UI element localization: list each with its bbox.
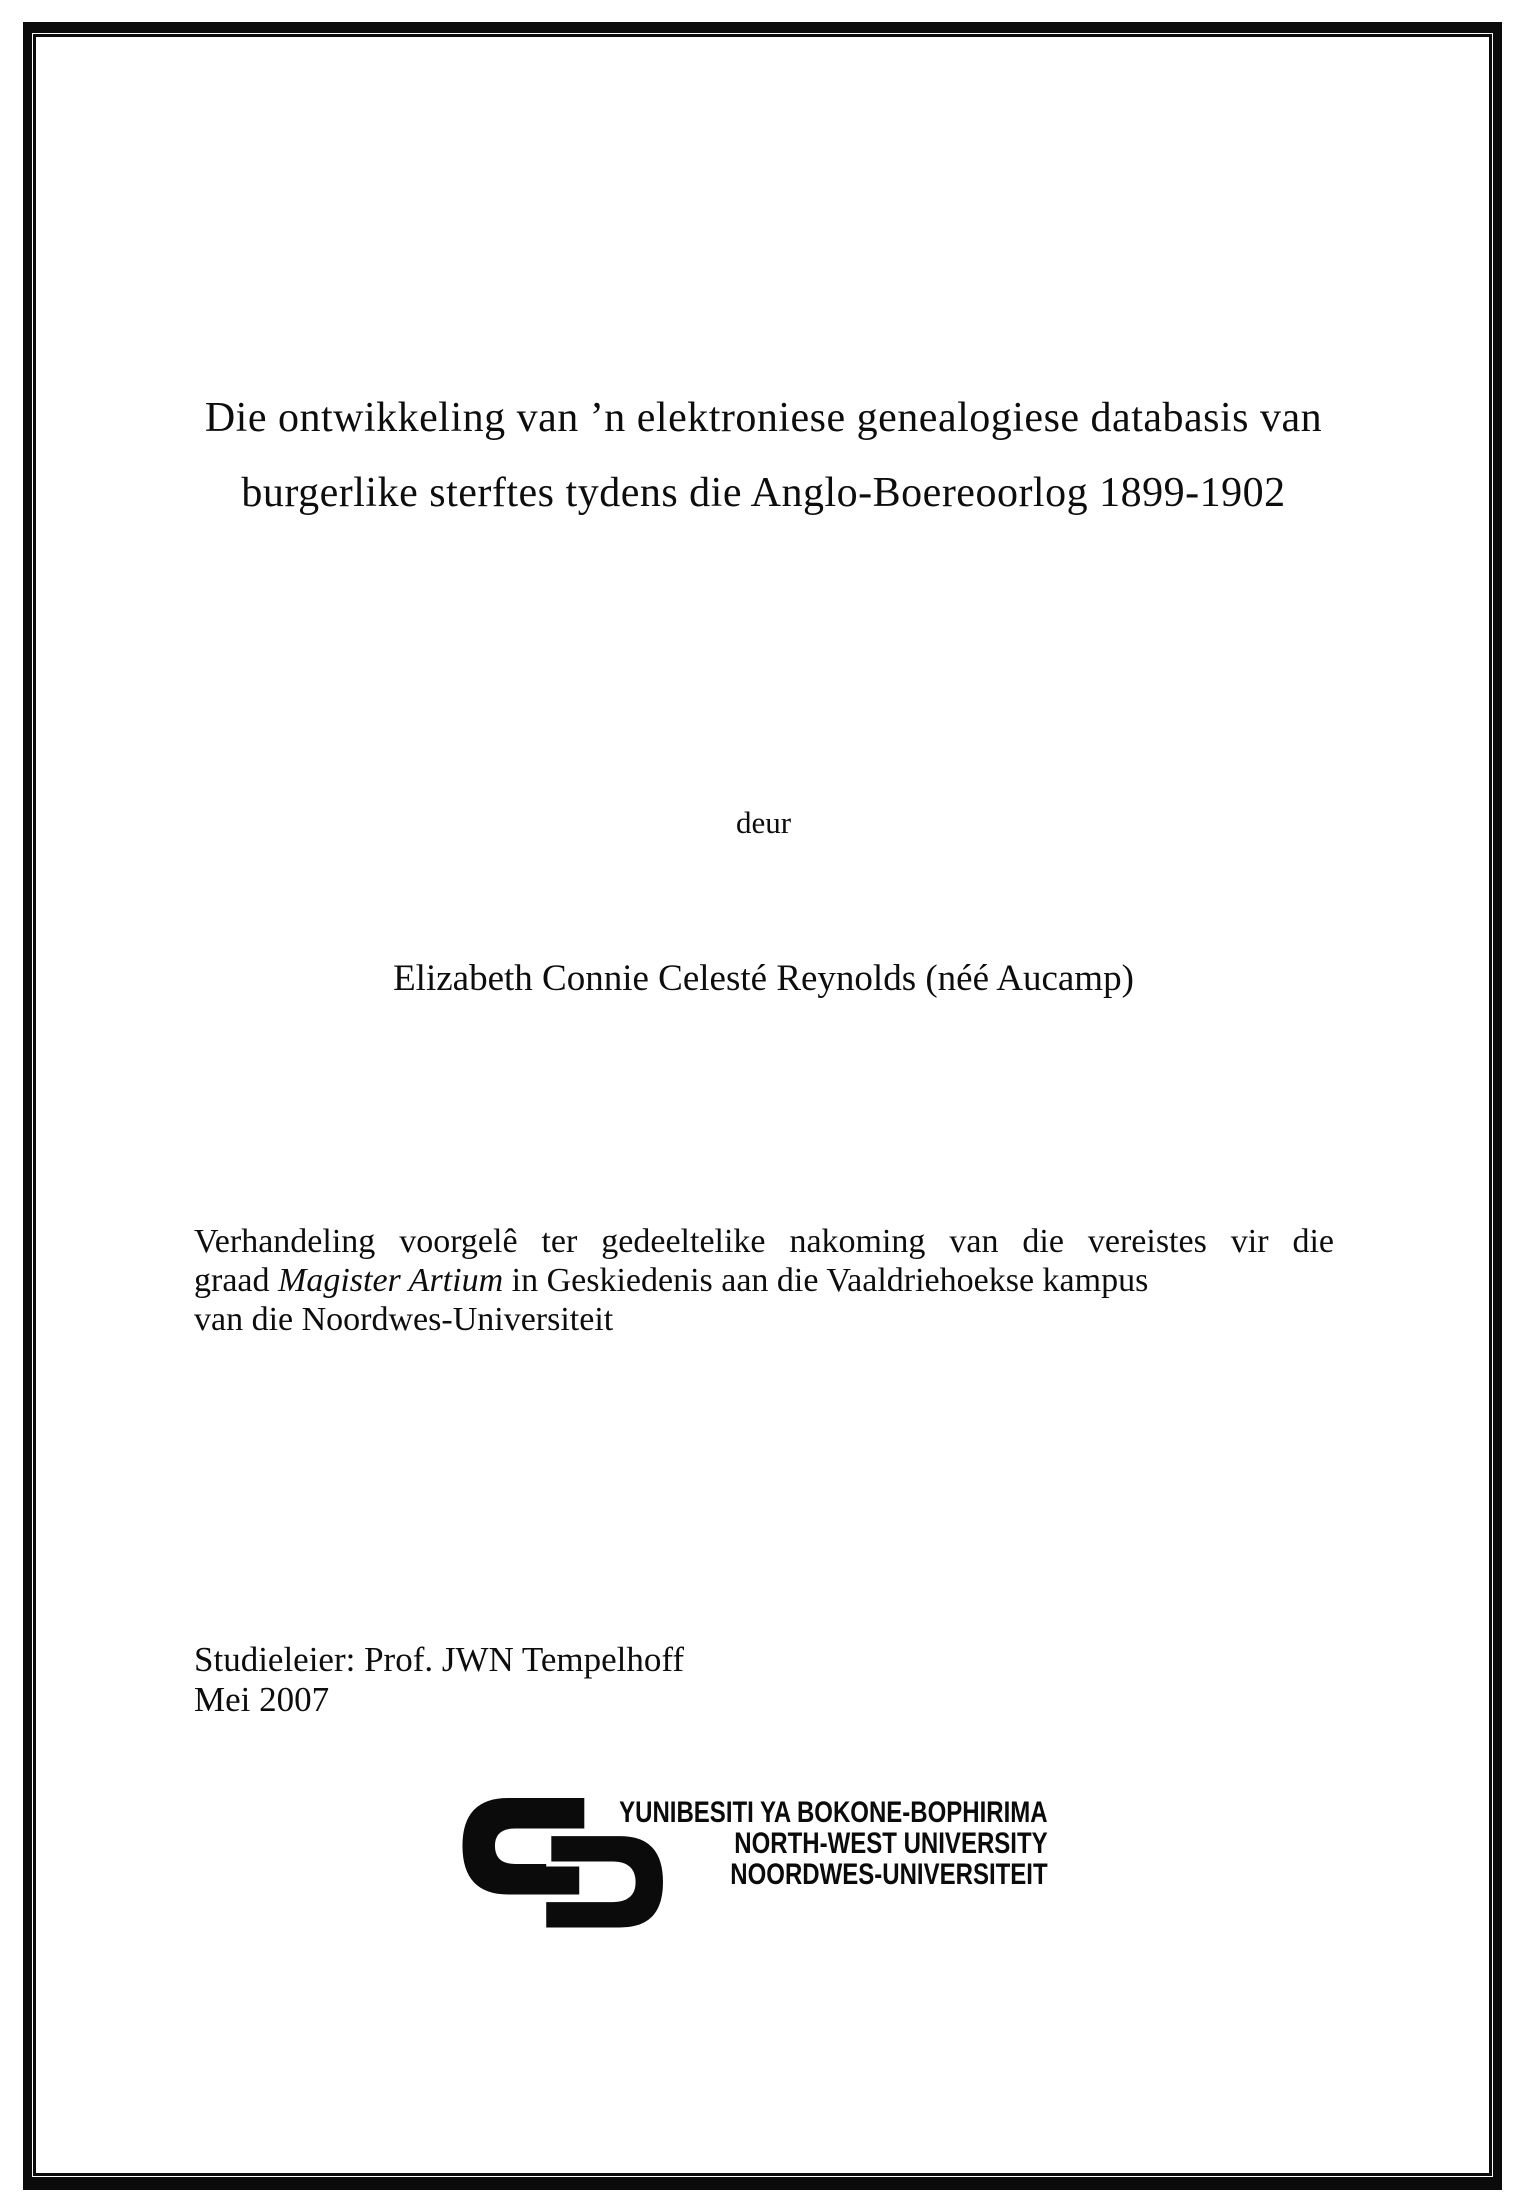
logo-text-line-2: NORTH-WEST UNIVERSITY bbox=[734, 1827, 1048, 1860]
byline: deur bbox=[735, 805, 792, 840]
degree-statement-line-1: Verhandeling voorgelê ter gedeeltelike nakoming van die vereistes vir die bbox=[194, 1223, 1334, 1260]
author-name: Elizabeth Connie Celesté Reynolds (néé Aucamp) bbox=[393, 958, 1134, 999]
thesis-title bbox=[0, 381, 1527, 531]
degree-statement bbox=[194, 1222, 1334, 1339]
thesis-title-line-2: burgerlike sterftes tydens die Anglo-Boereoorlog 1899-1902 bbox=[241, 470, 1286, 516]
supervisor-line: Studieleier: Prof. JWN Tempelhoff bbox=[194, 1640, 685, 1679]
thesis-title-line-1: Die ontwikkeling van ’n elektroniese genealogiese databasis van bbox=[204, 395, 1323, 441]
university-logo-text bbox=[620, 1797, 1049, 1890]
degree-statement-line-2-pre: graad bbox=[194, 1262, 279, 1299]
logo-text-line-1: YUNIBESITI YA BOKONE-BOPHIRIMA bbox=[619, 1796, 1048, 1829]
date-line: Mei 2007 bbox=[194, 1680, 330, 1719]
degree-name-italic: Magister Artium bbox=[278, 1262, 504, 1299]
degree-statement-line-2 bbox=[194, 1261, 1334, 1300]
degree-statement-line-3: van die Noordwes-Universiteit bbox=[194, 1301, 614, 1338]
logo-text-line-3: NOORDWES-UNIVERSITEIT bbox=[730, 1858, 1048, 1891]
supervisor-block bbox=[194, 1640, 684, 1720]
degree-statement-line-2-post: in Geskiedenis aan die Vaaldriehoekse kampus bbox=[503, 1262, 1149, 1299]
